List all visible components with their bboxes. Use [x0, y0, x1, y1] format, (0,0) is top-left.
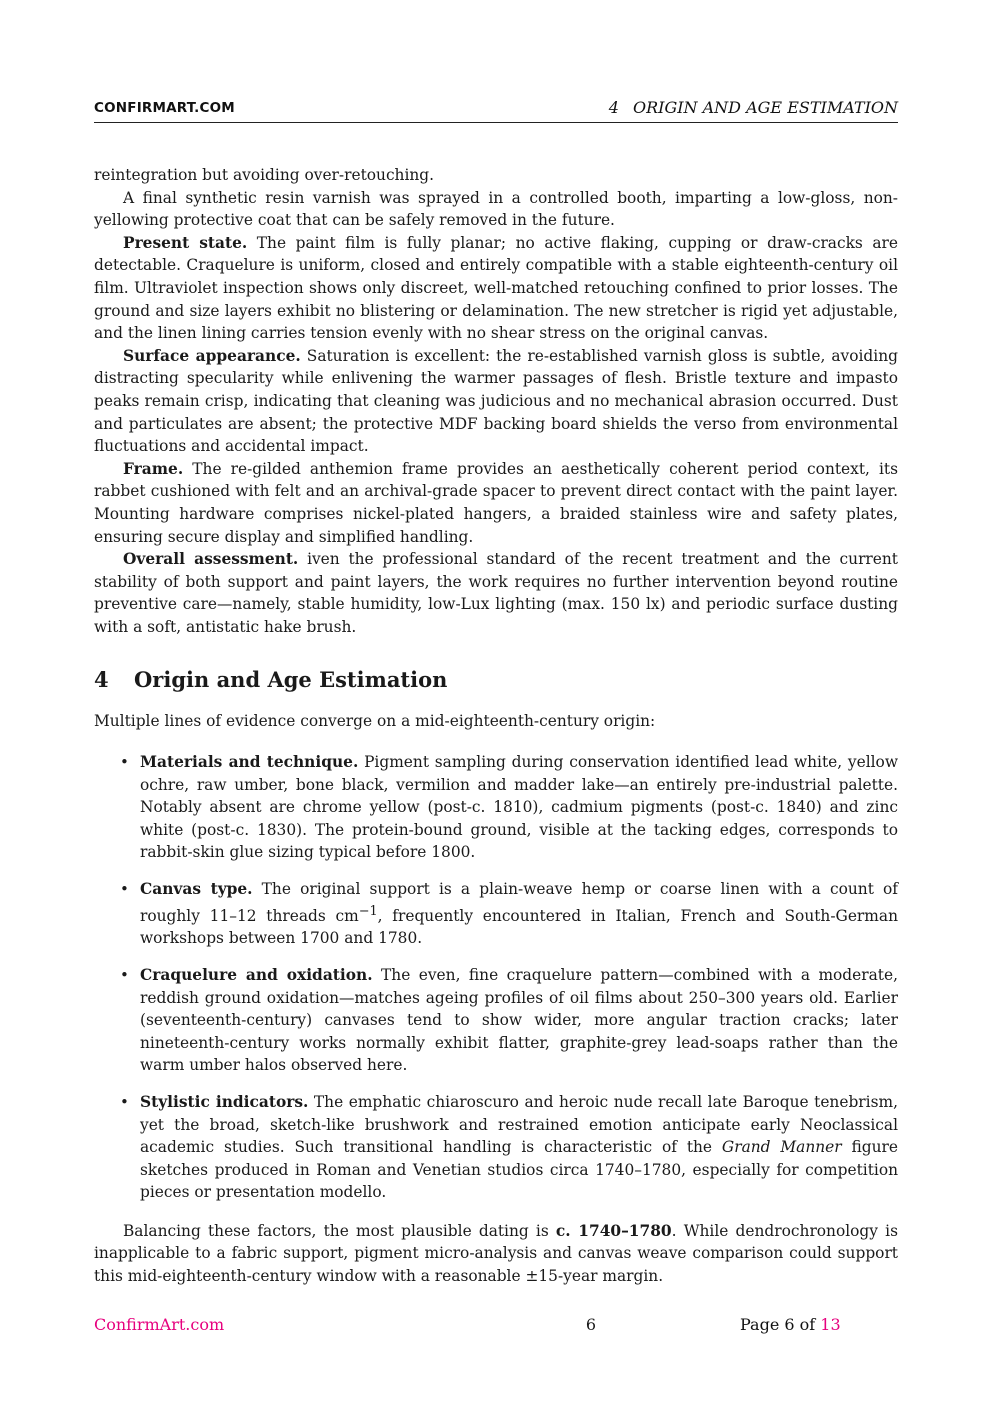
canvas-text-before: The original support is a plain-weave hemp or coarse linen with a count of roughly 11–12 threads cm: [140, 880, 898, 925]
conclusion-text-after: . While dendrochronology is inapplicable to a fabric support, pigment micro-analysis and canvas weave comparison could support this mid-eighteenth-century window with a reasonable ±15-year margin.: [94, 1221, 898, 1286]
craquelure-text: The even, fine craquelure pattern—combined with a moderate, reddish ground oxidation—matches ageing profiles of oil films about 250–300 years old. Earlier (seventeenth-century) canvases tend to show wider, more angular traction cracks; later nineteenth-century works normally exhibit flatter, graphite-grey lead-soaps rather than the warm umber halos observed here.: [140, 965, 898, 1075]
materials-label: Materials and technique.: [140, 753, 359, 772]
stylistic-label: Stylistic indicators.: [140, 1092, 309, 1111]
header-section-title: [609, 98, 898, 117]
running-header: [94, 98, 898, 123]
bullet: •: [120, 880, 129, 899]
paragraph-conclusion: [94, 1220, 898, 1288]
stylistic-text-before: The emphatic chiaroscuro and heroic nude recall late Baroque tenebrism, yet the broad, sketch-like brushwork and restrained emotion anticipate early Neoclassical academic studies. Such transitional handling is characteristic of the: [140, 1092, 898, 1157]
header-section-name: ORIGIN AND AGE ESTIMATION: [632, 98, 898, 117]
conclusion-date-range: c. 1740–1780: [555, 1221, 672, 1240]
footer-page-number: 6: [585, 1315, 597, 1334]
paragraph-varnish: A final synthetic resin varnish was sprayed in a controlled booth, imparting a low-gloss, non-yellowing protective coat that can be safely removed in the future.: [94, 188, 898, 230]
list-item-materials: [120, 751, 898, 864]
materials-text: Pigment sampling during conservation identified lead white, yellow ochre, raw umber, bone black, vermilion and madder lake—an entirely pre-industrial palette. Notably absent are chrome yellow (post-c. 1810), cadmium pigments (post-c. 1840) and zinc white (post-c. 1830). The protein-bound ground, visible at the tacking edges, corresponds to rabbit-skin glue sizing typical before 1800.: [140, 753, 898, 862]
list-item-craquelure: [120, 964, 898, 1077]
header-section-number: 4: [608, 98, 619, 117]
footer-page-count: [740, 1315, 841, 1334]
paragraph-frame: [94, 458, 898, 548]
footer-total-pages-link[interactable]: 13: [820, 1315, 841, 1334]
surface-text: Saturation is excellent: the re-established varnish gloss is subtle, avoiding distracting specularity while enlivening the warmer passages of flesh. Bristle texture and impasto peaks remain crisp, indicating that cleaning was judicious and no mechanical abrasion occurred. Dust and particulates are absent; the protective MDF backing board shields the verso from environmental fluctuations and accidental impact.: [94, 346, 898, 456]
canvas-text-after: , frequently encountered in Italian, French and South-German workshops between 1700 and 1780.: [140, 906, 898, 948]
header-logo: CONFIRMART.COM: [94, 100, 235, 116]
canvas-label: Canvas type.: [140, 880, 253, 899]
present-state-text: The paint film is fully planar; no active flaking, cupping or draw-cracks are detectable. Craquelure is uniform, closed and entirely compatible with a stable eighteenth-century oil film. Ultraviolet inspection shows only discreet, well-matched retouching confined to prior losses. The ground and size layers exhibit no blistering or delamination. The new stretcher is rigid yet adjustable, and the linen lining carries tension evenly with no shear stress on the original canvas.: [94, 233, 898, 343]
bullet: •: [120, 1092, 129, 1111]
paragraph-surface-appearance: [94, 345, 898, 458]
footer-site-link[interactable]: ConfirmArt.com: [94, 1315, 225, 1334]
paragraph-present-state: [94, 232, 898, 345]
surface-label: Surface appearance.: [123, 346, 301, 365]
section-number: 4: [94, 667, 109, 693]
section-heading: [94, 666, 898, 694]
list-item-stylistic: [120, 1091, 898, 1204]
craquelure-label: Craquelure and oxidation.: [140, 965, 373, 984]
frame-text: The re-gilded anthemion frame provides an aesthetically coherent period context, its rabbet cushioned with felt and an archival-grade spacer to prevent direct contact with the paint layer. Mounting hardware comprises nickel-plated hangers, a braided stainless wire and safety plates, ensuring secure display and simplified handling.: [94, 459, 898, 546]
canvas-superscript: −1: [358, 903, 378, 919]
evidence-list: [94, 751, 898, 1204]
present-state-label: Present state.: [123, 233, 248, 252]
overall-text: iven the professional standard of the recent treatment and the current stability of both support and paint layers, the work requires no further intervention beyond routine preventive care—namely, stable humidity, low-Lux lighting (max. 150 lx) and periodic surface dusting with a soft, antistatic hake brush.: [94, 550, 898, 636]
paragraph-overall-assessment: [94, 548, 898, 638]
main-text: [94, 164, 898, 1288]
page-footer: [94, 1315, 898, 1339]
list-item-canvas: [120, 878, 898, 950]
section-intro: Multiple lines of evidence converge on a mid-eighteenth-century origin:: [94, 712, 656, 731]
stylistic-text-after: figure sketches produced in Roman and Venetian studios circa 1740–1780, especially for competition pieces or presentation modello.: [140, 1138, 898, 1202]
frame-label: Frame.: [123, 459, 184, 478]
stylistic-italic: Grand Manner: [721, 1138, 842, 1157]
conclusion-text-before: Balancing these factors, the most plausible dating is: [123, 1221, 556, 1240]
paragraph-reintegration: reintegration but avoiding over-retouching.: [94, 166, 435, 184]
footer-page-label: Page 6 of: [740, 1315, 816, 1334]
section-title: Origin and Age Estimation: [134, 667, 448, 693]
bullet: •: [120, 753, 129, 772]
overall-label: Overall assessment.: [123, 550, 299, 569]
bullet: •: [120, 965, 129, 984]
